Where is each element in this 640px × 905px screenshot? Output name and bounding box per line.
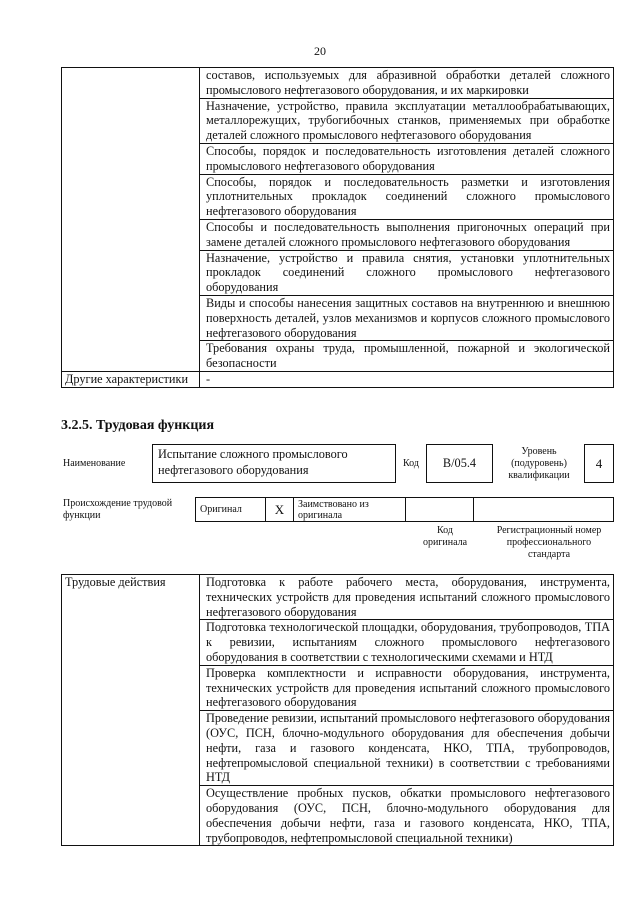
labor-action-row: Подготовка технологической площадки, оборудования, трубопроводов, ТПА к ревизии, испытаниям сложного промыслового нефтегазового оборудования в соответствии с технологическими схемами и НТД	[200, 620, 614, 665]
labor-action-row: Проведение ревизии, испытаний промыслового нефтегазового оборудования (ОУС, ПСН, блочно-модульного оборудования для обеспечения добычи нефти, газа и газового конденсата, НКО, ТПА, трубопроводов, нефтепромысловой специальной техники) в соответствии с требованиями НТД	[200, 711, 614, 786]
page-number: 20	[314, 44, 326, 58]
section-title: 3.2.5. Трудовая функция	[61, 418, 215, 433]
level-label-line: квалификации	[508, 470, 570, 481]
origin-label-line: Происхождение трудовой	[63, 498, 173, 509]
code-original-cell	[406, 498, 474, 522]
function-name-box: Испытание сложного промыслового нефтегазового оборудования	[152, 444, 396, 483]
knowledge-row: Назначение, устройство и правила снятия, установки уплотнительных прокладок соединений сложного промыслового нефтегазового оборудования	[200, 250, 614, 295]
borrowed-label-line: оригинала	[298, 509, 343, 521]
knowledge-row: Способы, порядок и последовательность разметки и изготовления уплотнительных прокладок соединений сложного промыслового нефтегазового оборудования	[200, 174, 614, 219]
knowledge-table	[61, 67, 614, 388]
name-label: Наименование	[63, 458, 126, 469]
level-label-line: (подуровень)	[511, 458, 567, 469]
origin-table	[195, 497, 614, 522]
code-value-box: B/05.4	[426, 444, 493, 483]
knowledge-row: Способы, порядок и последовательность изготовления деталей сложного промыслового нефтегазового оборудования	[200, 143, 614, 174]
level-value-box: 4	[584, 444, 614, 483]
knowledge-row: составов, используемых для абразивной обработки деталей сложного промыслового нефтегазового оборудования, и их маркировки	[200, 68, 614, 99]
labor-actions-table	[61, 574, 614, 846]
borrowed-cell	[294, 498, 406, 522]
origin-label	[63, 498, 172, 522]
knowledge-row: Способы и последовательность выполнения пригоночных операций при замене деталей сложного промыслового нефтегазового оборудования	[200, 219, 614, 250]
reg-number-line: Регистрационный номер	[496, 525, 602, 536]
labor-action-row: Проверка комплектности и исправности оборудования, инструмента, технических устройств для проведения испытаний сложного промыслового нефтегазового оборудования	[200, 665, 614, 710]
reg-number-line: стандарта	[527, 549, 571, 560]
labor-action-row: Осуществление пробных пусков, обкатки промыслового нефтегазового оборудования (ОУС, ПСН, блочно-модульного оборудования для обеспечения добычи нефти, газа и газового конденсата, НКО, ТПА, трубопроводов, нефтепромысловой специальной техники)	[200, 786, 614, 846]
knowledge-row: Виды и способы нанесения защитных составов на внутреннюю и внешнюю поверхность деталей, узлов механизмов и корпусов сложного промыслового нефтегазового оборудования	[200, 295, 614, 340]
code-original-line: оригинала	[422, 537, 468, 548]
reg-number-caption	[484, 525, 614, 561]
other-characteristics-label: Другие характеристики	[62, 371, 200, 387]
level-label	[500, 446, 578, 482]
reg-number-line: профессионального	[506, 537, 592, 548]
reg-number-cell	[474, 498, 614, 522]
labor-action-row: Подготовка к работе рабочего места, оборудования, инструмента, технических устройств для проведения испытаний сложного промыслового нефтегазового оборудования	[200, 575, 614, 620]
code-original-line: Код	[437, 525, 453, 536]
knowledge-label-cell	[62, 68, 200, 372]
other-characteristics-value: -	[200, 371, 614, 387]
level-label-line: Уровень	[521, 446, 557, 457]
labor-actions-label: Трудовые действия	[62, 575, 200, 846]
original-label-cell: Оригинал	[196, 498, 266, 522]
knowledge-row: Требования охраны труда, промышленной, пожарной и экологической безопасности	[200, 341, 614, 372]
code-original-caption	[405, 525, 485, 549]
original-mark-cell: X	[266, 498, 294, 522]
origin-label-line: функции	[63, 510, 101, 521]
borrowed-label-line: Заимствовано из	[298, 498, 369, 510]
code-label: Код	[403, 458, 419, 469]
knowledge-row: Назначение, устройство, правила эксплуатации металлообрабатывающих, металлорежущих, трубогибочных станков, применяемых при обработке деталей сложного промыслового нефтегазового оборудования	[200, 98, 614, 143]
